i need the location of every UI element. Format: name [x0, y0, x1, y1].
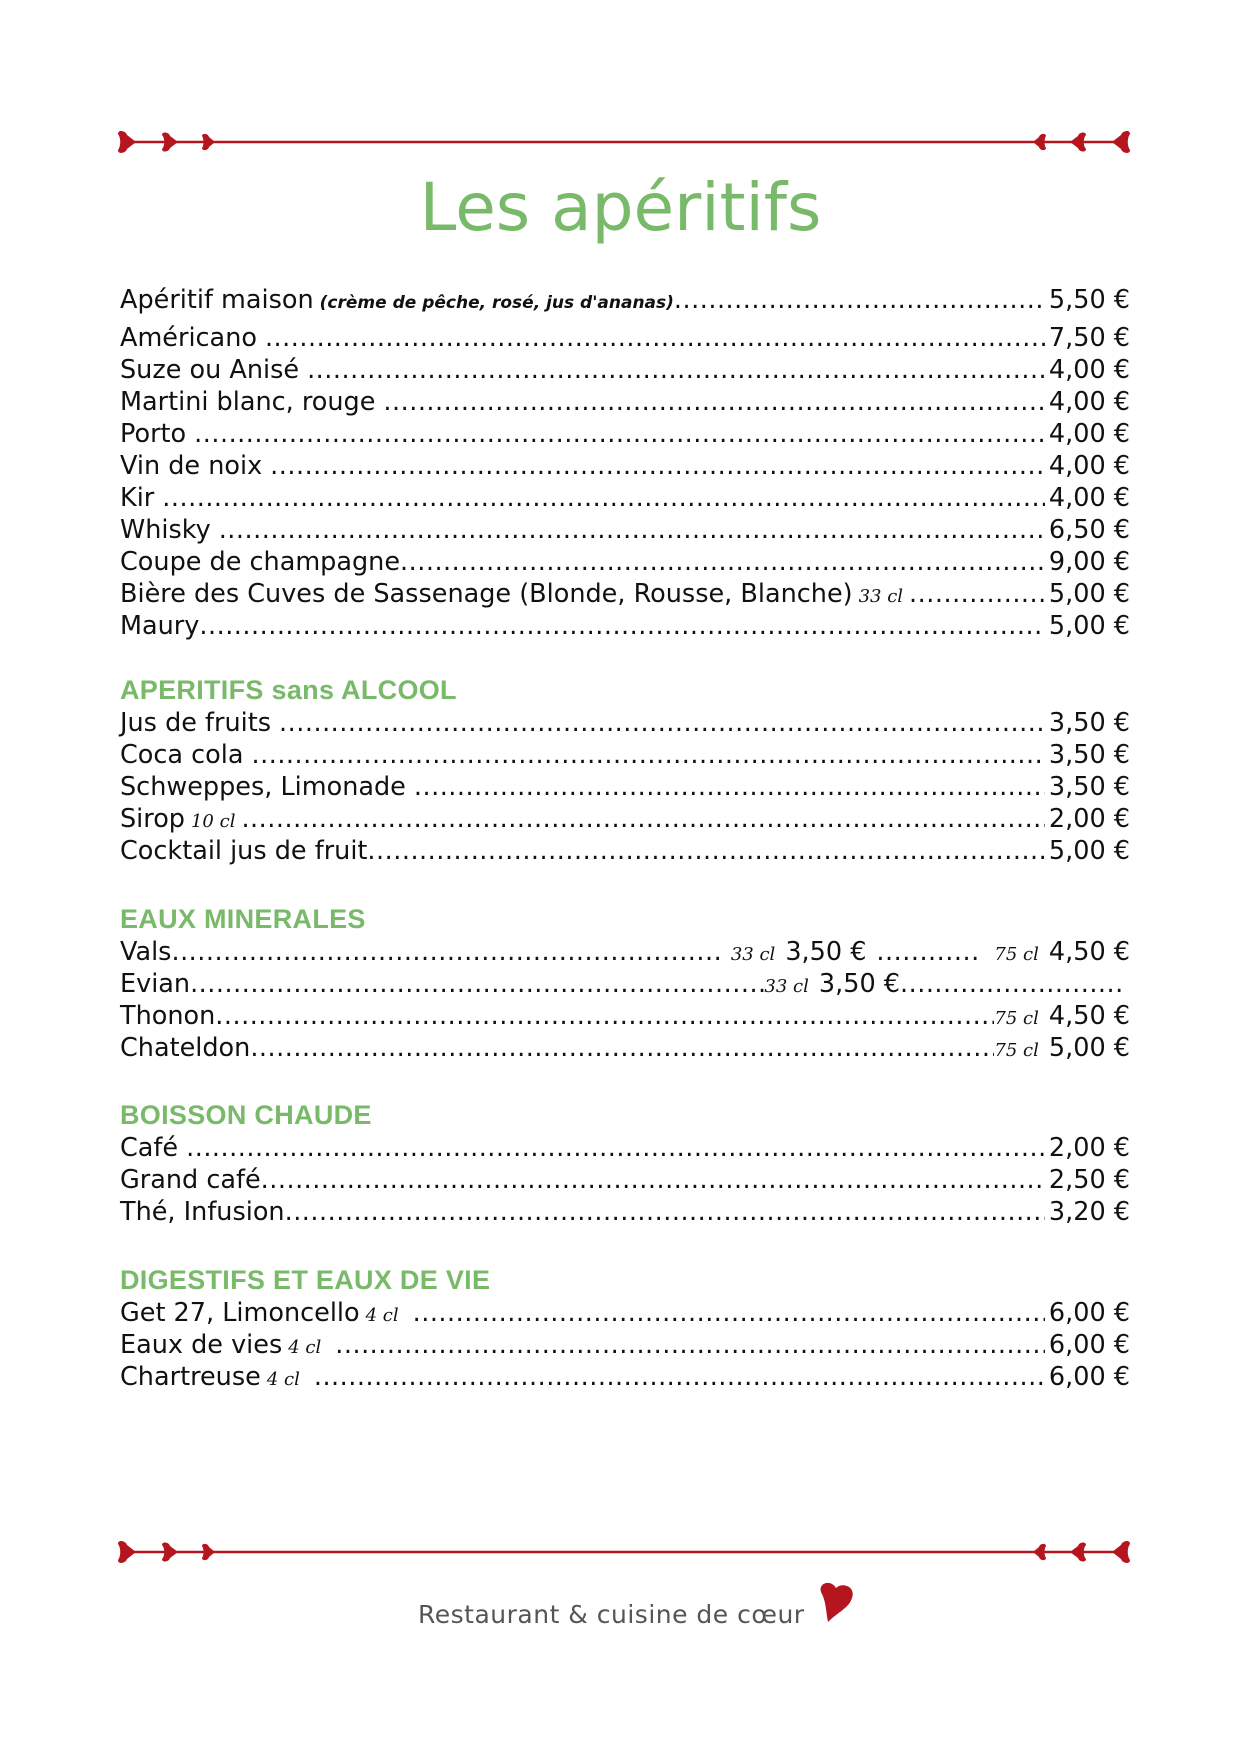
leader-dots [335, 1329, 1045, 1361]
item-price: 7,50 € [1048, 323, 1130, 353]
leader-dots [265, 322, 1045, 354]
leader-dots [252, 739, 1045, 771]
section-digestifs [120, 1263, 1130, 1393]
menu-item [120, 1361, 1130, 1393]
menu-item [120, 1132, 1130, 1164]
item-price: 9,00 € [1048, 547, 1130, 577]
item-note: (crème de pêche, rosé, jus d'ananas) [319, 293, 674, 313]
leader-dots [400, 546, 1045, 578]
menu-item [120, 936, 1130, 968]
top-heart-divider [116, 130, 1132, 154]
menu-item [120, 284, 1130, 322]
leader-dots [190, 968, 764, 1000]
item-name: Get 27, Limoncello [120, 1298, 360, 1328]
item-name: Sirop [120, 804, 185, 834]
item-price: 2,50 € [1048, 1165, 1130, 1195]
item-price: 6,00 € [1048, 1330, 1130, 1360]
menu-item [120, 546, 1130, 578]
item-price: 6,00 € [1048, 1298, 1130, 1328]
leader-dots [219, 514, 1045, 546]
item-name: Vals [120, 937, 172, 967]
leader-dots [241, 803, 1044, 835]
item-price: 3,50 € [1048, 772, 1130, 802]
leader-dots [307, 354, 1045, 386]
item-price-large: 4,50 € [1048, 1001, 1130, 1031]
item-price: 4,00 € [1048, 387, 1130, 417]
menu-item [120, 835, 1130, 867]
leader-dots [413, 1297, 1045, 1329]
section-heading: EAUX MINERALES [120, 904, 366, 934]
section-heading: APERITIFS sans ALCOOL [120, 675, 457, 705]
menu-item [120, 418, 1130, 450]
item-volume-large: 75 cl [994, 1040, 1039, 1061]
leader-dots [414, 771, 1045, 803]
leader-dots [194, 418, 1045, 450]
menu-item [120, 386, 1130, 418]
aperitifs-list [120, 284, 1130, 642]
page-title: Les apéritifs [419, 169, 822, 246]
item-volume-small: 33 cl [764, 976, 809, 997]
menu-item [120, 968, 1130, 1000]
heart-icon [1112, 131, 1130, 153]
heart-divider-graphic [116, 1540, 1132, 1564]
heart-icon [162, 132, 178, 151]
item-name: Vin de noix [120, 451, 263, 481]
section-eaux-minerales [120, 902, 1130, 1064]
item-price: 2,00 € [1048, 1133, 1130, 1163]
item-name: Schweppes, Limonade [120, 772, 406, 802]
item-price: 6,00 € [1048, 1362, 1130, 1392]
menu-item [120, 514, 1130, 546]
item-price: 4,00 € [1048, 483, 1130, 513]
leader-dots [162, 482, 1045, 514]
item-price: 4,00 € [1048, 451, 1130, 481]
item-price: 3,20 € [1048, 1197, 1130, 1227]
menu-item [120, 1032, 1130, 1064]
menu-item [120, 578, 1130, 610]
item-name: Thé, Infusion [120, 1197, 285, 1227]
heart-icon [1033, 134, 1046, 150]
heart-divider-graphic [116, 130, 1132, 154]
leader-dots [367, 835, 1044, 867]
item-name: Thonon [120, 1001, 216, 1031]
item-name: Maury [120, 611, 200, 641]
menu-item [120, 1000, 1130, 1032]
item-volume: 4 cl [288, 1337, 322, 1358]
item-price: 5,00 € [1048, 611, 1130, 641]
menu-item [120, 322, 1130, 354]
heart-icon [162, 1542, 178, 1561]
leader-dots [314, 1361, 1045, 1393]
heart-icon [1033, 1544, 1046, 1560]
leader-dots: ............ [876, 937, 980, 967]
item-name: Martini blanc, rouge [120, 387, 376, 417]
menu-item [120, 771, 1130, 803]
menu-item [120, 450, 1130, 482]
leader-dots [279, 707, 1045, 739]
menu-item [120, 482, 1130, 514]
item-name: Eaux de vies [120, 1330, 283, 1360]
section-heading: DIGESTIFS ET EAUX DE VIE [120, 1265, 491, 1295]
item-volume-large: 75 cl [994, 1008, 1039, 1029]
item-name: Kir [120, 483, 155, 513]
item-price-small: 3,50 € [818, 969, 900, 999]
leader-dots [199, 610, 1045, 642]
menu-item [120, 1196, 1130, 1228]
heart-icon [1070, 132, 1086, 151]
heart-icon [118, 131, 136, 153]
leader-dots [186, 1132, 1045, 1164]
heart-icon [814, 1580, 858, 1624]
leader-dots [215, 1000, 994, 1032]
leader-dots [270, 450, 1045, 482]
menu-item [120, 610, 1130, 642]
menu-item [120, 354, 1130, 386]
item-name: Américano [120, 323, 257, 353]
item-name: Coupe de champagne [120, 547, 401, 577]
item-name: Chateldon [120, 1033, 251, 1063]
leader-dots [250, 1032, 994, 1064]
item-name: Porto [120, 419, 187, 449]
bottom-heart-divider [116, 1540, 1132, 1564]
item-price-small: 3,50 € [785, 937, 867, 967]
item-name: Bière des Cuves de Sassenage (Blonde, Rousse, Blanche) [120, 579, 853, 609]
item-name: Chartreuse [120, 1362, 261, 1392]
heart-icon [1070, 1542, 1086, 1561]
item-price: 5,00 € [1048, 836, 1130, 866]
item-price: 4,00 € [1048, 355, 1130, 385]
item-volume: 10 cl [190, 811, 236, 832]
item-price: 3,50 € [1048, 708, 1130, 738]
item-price: 5,50 € [1048, 285, 1130, 315]
item-volume-small: 33 cl [730, 944, 776, 965]
leader-dots [171, 936, 724, 968]
item-name: Apéritif maison [120, 285, 314, 315]
item-name: Café [120, 1133, 179, 1163]
item-name: Evian [120, 969, 191, 999]
menu-item [120, 739, 1130, 771]
item-price: 6,50 € [1048, 515, 1130, 545]
leader-dots [285, 1196, 1045, 1228]
menu-item [120, 1164, 1130, 1196]
item-price: 2,00 € [1048, 804, 1130, 834]
menu-item [120, 803, 1130, 835]
item-name: Suze ou Anisé [120, 355, 300, 385]
heart-icon [1112, 1541, 1130, 1563]
item-price-large: 4,50 € [1048, 937, 1130, 967]
item-volume: 4 cl [365, 1305, 399, 1326]
item-price: 4,00 € [1048, 419, 1130, 449]
item-name: Jus de fruits [120, 708, 272, 738]
menu-item [120, 1297, 1130, 1329]
heart-icon [202, 134, 215, 150]
footer-tagline: Restaurant & cuisine de cœur [418, 1600, 805, 1629]
heart-icon [118, 1541, 136, 1563]
section-heading: BOISSON CHAUDE [120, 1100, 372, 1130]
leader-dots [383, 386, 1044, 418]
item-name: Cocktail jus de fruit [120, 836, 368, 866]
item-volume-large: 75 cl [994, 944, 1039, 965]
leader-dots [261, 1164, 1045, 1196]
item-name: Coca cola [120, 740, 244, 770]
leader-dots [674, 284, 1045, 316]
heart-icon [202, 1544, 215, 1560]
item-volume: 4 cl [266, 1369, 300, 1390]
item-volume: 33 cl [858, 586, 904, 607]
menu-item [120, 707, 1130, 739]
section-sans-alcool [120, 673, 1130, 867]
leader-dots [909, 578, 1045, 610]
item-price-large: 5,00 € [1048, 1033, 1130, 1063]
item-price: 3,50 € [1048, 740, 1130, 770]
menu-item [120, 1329, 1130, 1361]
section-boisson-chaude [120, 1098, 1130, 1228]
item-name: Whisky [120, 515, 211, 545]
leader-dots: .......................... [900, 969, 1124, 999]
item-price: 5,00 € [1048, 579, 1130, 609]
item-name: Grand café [120, 1165, 261, 1195]
